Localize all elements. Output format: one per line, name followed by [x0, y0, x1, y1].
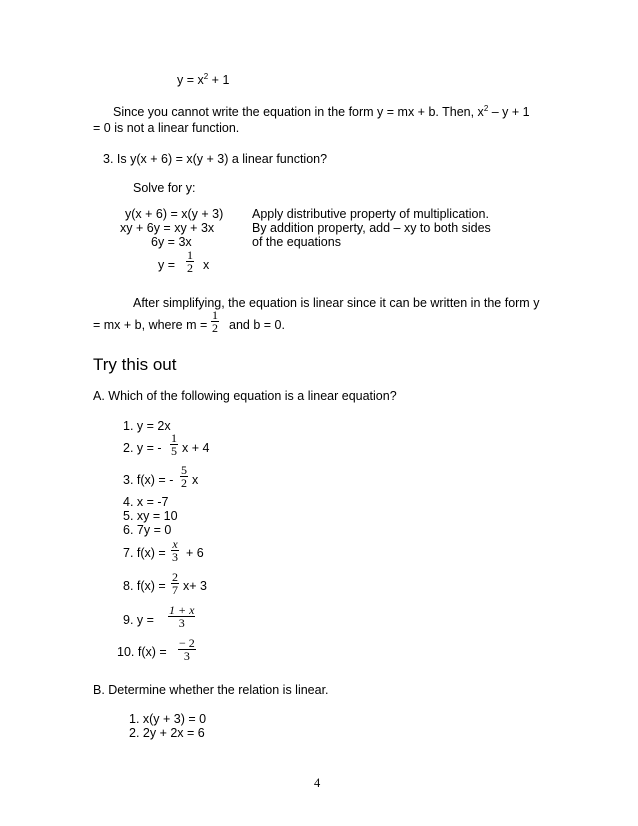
fraction: $\frac{5}{2}$: [181, 463, 187, 490]
after-text: After simplifying, the equation is linear since it can be written in the form y: [133, 296, 540, 310]
section-a-prompt: A. Which of the following equation is a linear equation?: [93, 389, 397, 403]
list-item: 4. x = -7: [123, 495, 169, 509]
question-3: 3. Is y(x + 6) = x(y + 3) a linear function?: [103, 152, 328, 166]
fraction: $\frac{- 2}{3}$: [179, 636, 195, 663]
fraction-one-half: $\frac{1}{2}$: [187, 248, 193, 275]
step-eq: xy + 6y = xy + 3x: [120, 221, 215, 235]
fraction: $\frac{1 + x}{3}$: [169, 603, 195, 630]
list-item: 9. y =: [123, 613, 154, 627]
step-note: of the equations: [252, 235, 341, 249]
list-item: 1. y = 2x: [123, 419, 171, 433]
list-item: 2. y = -: [123, 441, 162, 455]
page-number: 4: [314, 776, 321, 790]
list-item: 6. 7y = 0: [123, 523, 172, 537]
try-this-out-heading: Try this out: [93, 355, 177, 374]
step-eq: y(x + 6) = x(y + 3): [125, 207, 224, 221]
since-text-cont: = 0 is not a linear function.: [93, 121, 240, 135]
list-item: 8. f(x) =: [123, 579, 166, 593]
after-text-b: and b = 0.: [229, 318, 285, 332]
document-page: $y = x^2 + 1$ Since you cannot write the equation in the form y = mx + b. Then, $x^2 - y + 1$ = 0 is not a linear function. 3. Is y(x + 6) = x(y + 3) a linear function? Solve for y: y(x + 6) = x(y + 3) Apply distributive property of multiplication. xy + 6y = xy + 3x By addition property, add – xy to both sides 6y = 3x of the equations y = $\frac{1}{2}$ x After simplifying, the equation is linear since it can be written in the form y = mx + b, where m = $\frac{1}{2}$ and b = 0. Try this out A. Which of the following equation is a linear equation? 1. y = 2x 2. y = - $\frac{1}{5}$ x + 4 3. f(x) = - $\frac{5}{2}$ x 4. x = -7 5. xy = 10 6. 7y = 0 7. f(x) = $\frac{x}{3}$ + 6 8. f(x) = $\frac{2}{7}$ x+ 3 9. y = $\frac{1 + x}{3}$ 10. f(x) = $\frac{- 2}{3}$ B. Determine whether the relation is linear. 1. x(y + 3) = 0 2. 2y + 2x = 6 4: [93, 72, 540, 790]
section-b-prompt: B. Determine whether the relation is linear.: [93, 683, 329, 697]
after-text-cont: = mx + b, where m =: [93, 318, 208, 332]
step-note: Apply distributive property of multiplication.: [252, 207, 489, 221]
final-step-rhs: x: [203, 258, 210, 272]
final-step-lhs: y =: [158, 258, 176, 272]
list-item: 7. f(x) =: [123, 546, 166, 560]
list-item: 10. f(x) =: [117, 645, 167, 659]
solve-for-label: Solve for y:: [133, 181, 196, 195]
list-item: 3. f(x) = -: [123, 473, 174, 487]
step-eq: 6y = 3x: [151, 235, 192, 249]
since-text: Since you cannot write the equation in the form y = mx + b. Then, $x^2 - y + 1$: [113, 104, 530, 119]
step-note: By addition property, add – xy to both sides: [252, 221, 491, 235]
list-item: 2. 2y + 2x = 6: [129, 726, 205, 740]
fraction: $\frac{x}{3}$: [172, 537, 178, 564]
list-item: 1. x(y + 3) = 0: [129, 712, 207, 726]
fraction-m: $\frac{1}{2}$: [212, 308, 218, 335]
equation-y-x-squared: $y = x^2 + 1$: [177, 72, 230, 87]
list-item: 5. xy = 10: [123, 509, 178, 523]
fraction: $\frac{2}{7}$: [172, 570, 178, 597]
fraction: $\frac{1}{5}$: [171, 431, 177, 458]
